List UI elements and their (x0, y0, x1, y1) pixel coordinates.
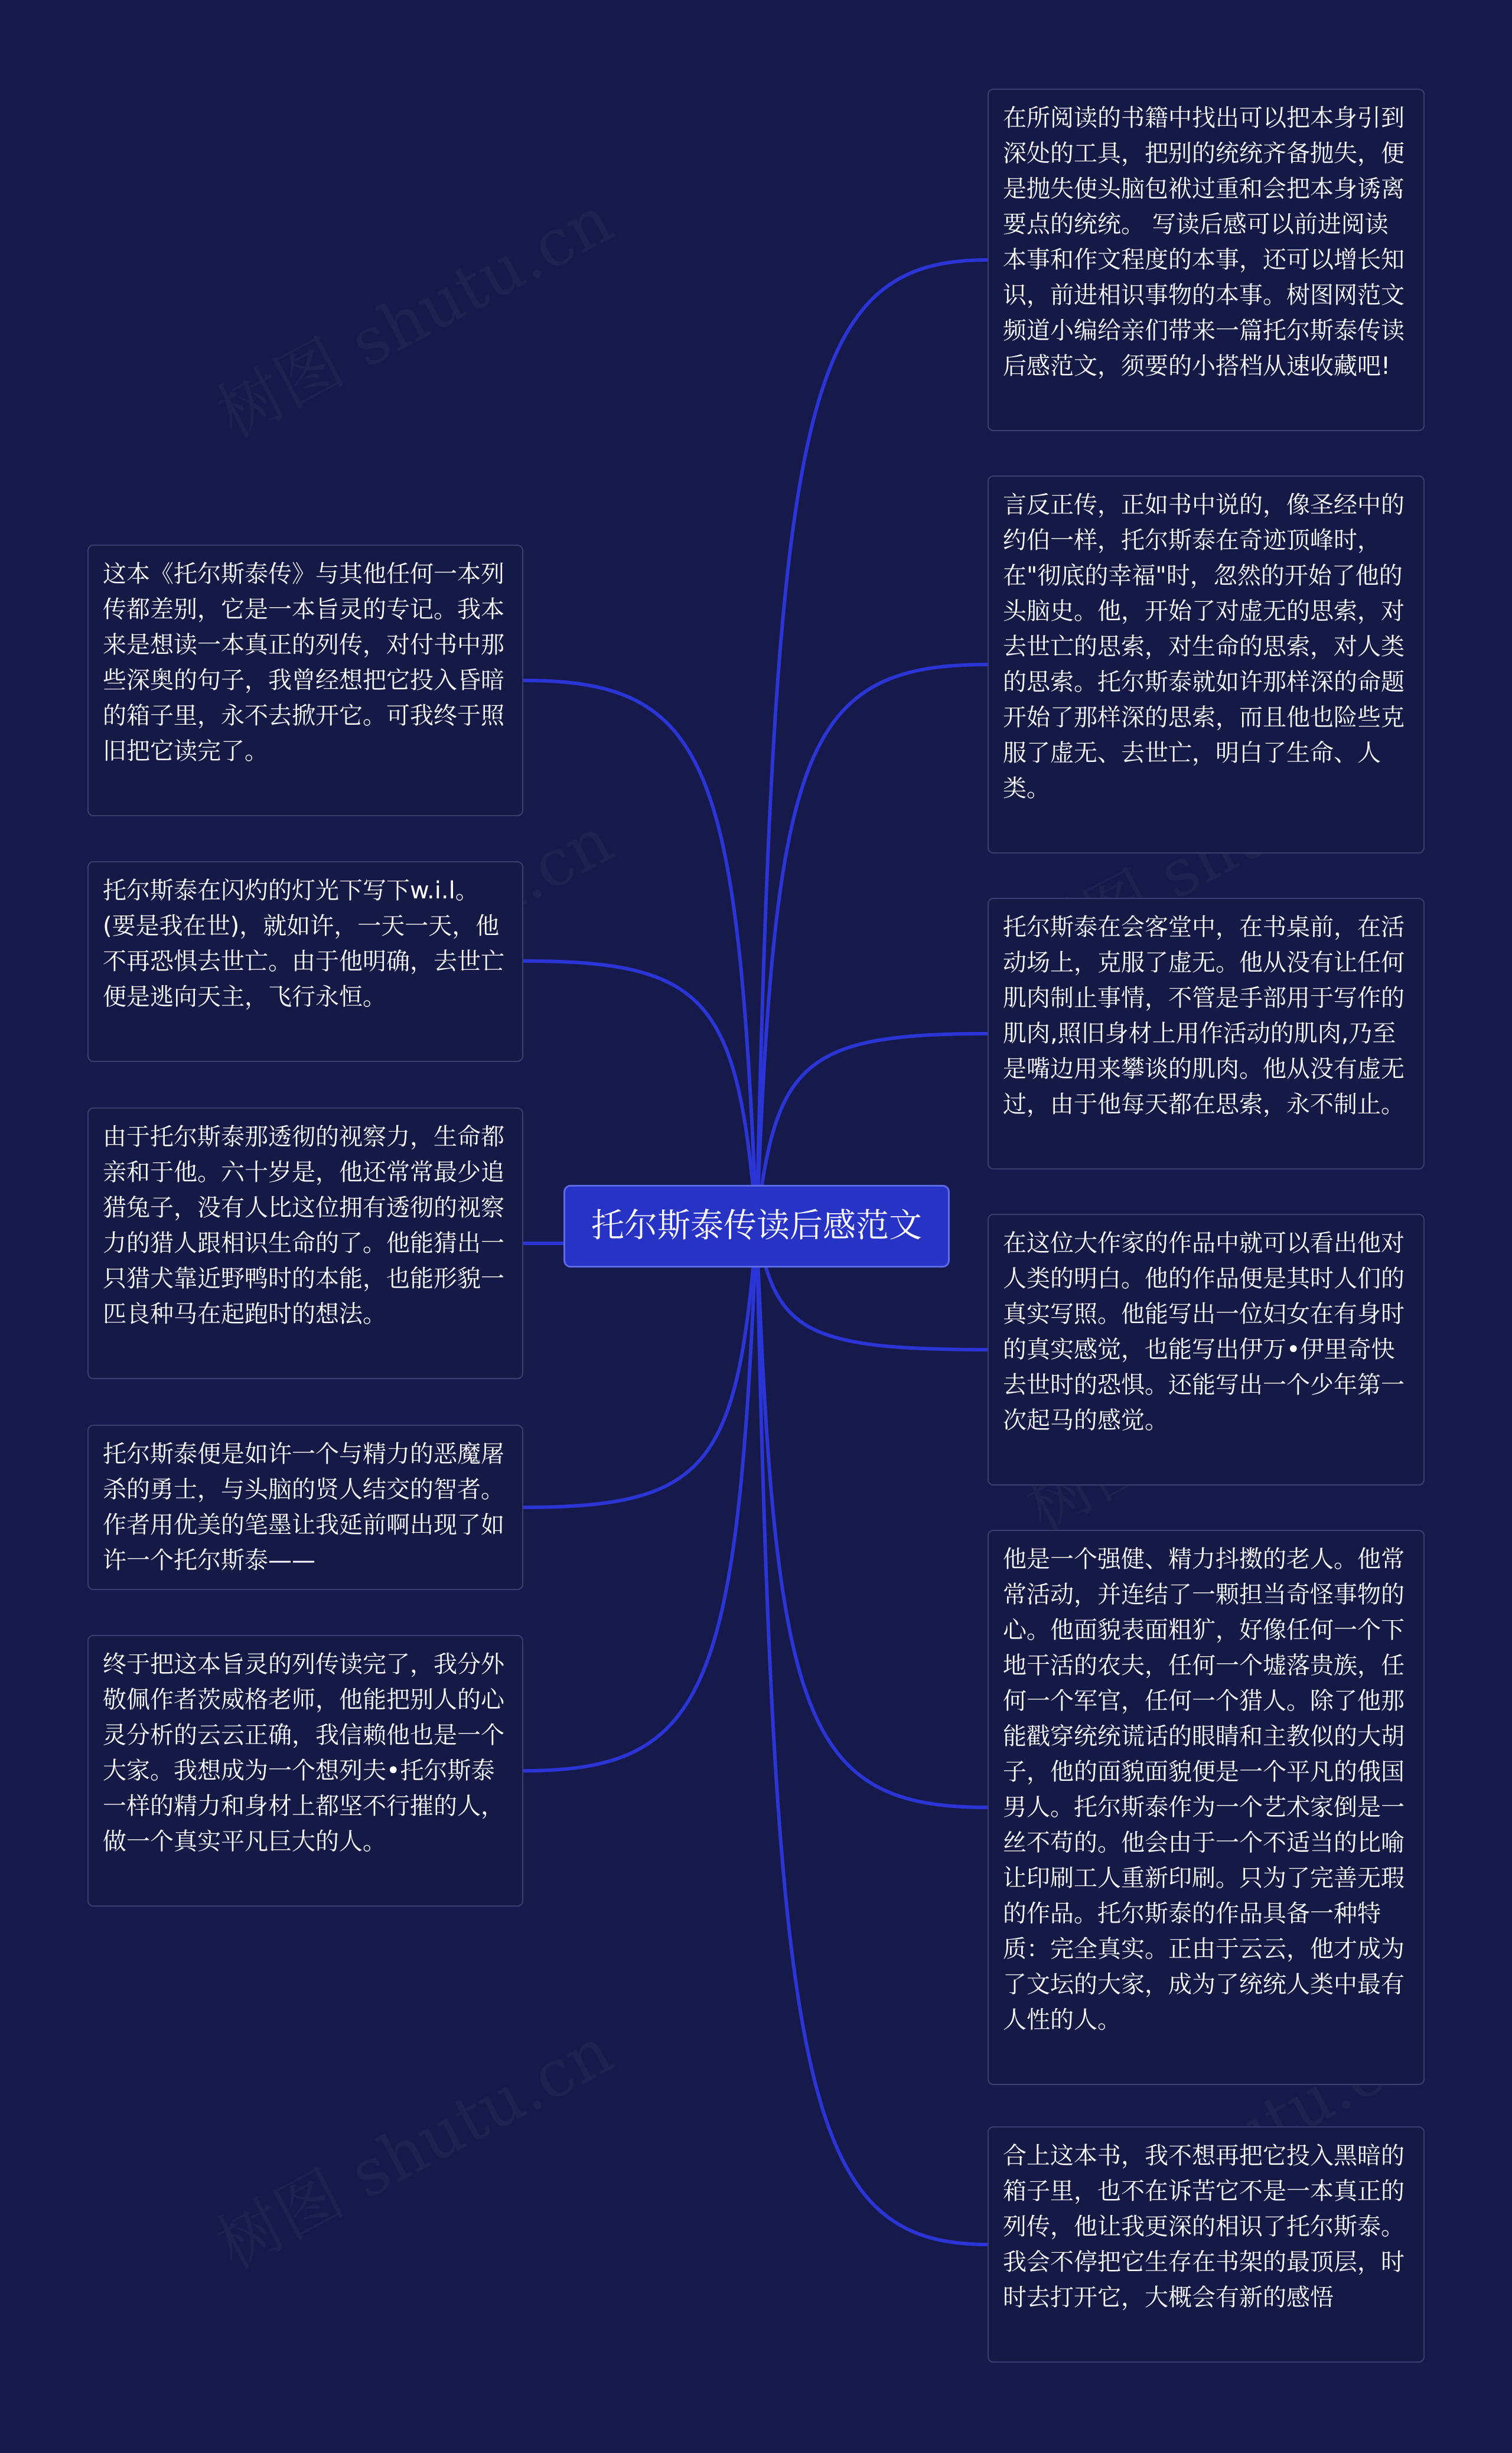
link-right-1 (757, 260, 988, 1226)
right-node-5-text: 他是一个强健、精力抖擞的老人。他常常活动，并连结了一颗担当奇怪事物的心。他面貌表面粗犷，好像任何一个下地干活的农夫，任何一个墟落贵族，任何一个军官，任何一个猎人。除了他那能戳穿统统谎话的眼睛和主教似的大胡子，他的面貌面貌便是一个平凡的俄国男人。托尔斯泰作为一个艺术家倒是一丝不苟的。他会由于一个不适当的比喻让印刷工人重新印刷。只为了完善无瑕的作品。托尔斯泰的作品具备一种特质：完全真实。正由于云云，他才成为了文坛的大家，成为了统统人类中最有人性的人。 (1003, 1546, 1405, 2034)
link-right-2 (757, 664, 988, 1226)
right-node-1[interactable] (988, 89, 1425, 431)
link-left-4 (523, 1226, 757, 1507)
left-node-5[interactable] (87, 1635, 523, 1907)
link-right-6 (757, 1226, 988, 2244)
right-node-3[interactable] (988, 898, 1425, 1170)
right-node-4-text: 在这位大作家的作品中就可以看出他对人类的明白。他的作品便是其时人们的真实写照。他能写出一位妇女在有身时的真实感觉，也能写出伊万•伊里奇快去世时的恐惧。还能写出一个少年第一次起马的感觉。 (1003, 1230, 1405, 1434)
right-node-2-text: 言反正传，正如书中说的，像圣经中的约伯一样，托尔斯泰在奇迹顶峰时，在"彻底的幸福"时，忽然的开始了他的头脑史。他，开始了对虚无的思索，对去世亡的思索，对生命的思索，对人类的思索。托尔斯泰就如许那样深的命题开始了那样深的思索，而且他也险些克服了虚无、去世亡，明白了生命、人类。 (1003, 491, 1405, 802)
link-left-5 (523, 1226, 757, 1771)
left-node-2[interactable] (87, 861, 523, 1062)
right-node-6-text: 合上这本书，我不想再把它投入黑暗的箱子里，也不在诉苦它不是一本真正的列传，他让我更深的相识了托尔斯泰。我会不停把它生存在书架的最顶层，时时去打开它，大概会有新的感悟 (1003, 2142, 1405, 2311)
right-node-2[interactable] (988, 475, 1425, 853)
right-node-5[interactable] (988, 1530, 1425, 2085)
left-node-2-text: 托尔斯泰在闪灼的灯光下写下w.i.l。(要是我在世)，就如许，一天一天，他不再恐惧去世亡。由于他明确，去世亡便是逃向天主，飞行永恒。 (103, 877, 504, 1011)
left-node-1-text: 这本《托尔斯泰传》与其他任何一本列传都差别，它是一本旨灵的专记。我本来是想读一本真正的列传，对付书中那些深奥的句子，我曾经想把它投入昏暗的箱子里，永不去掀开它。可我终于照旧把它读完了。 (103, 561, 504, 765)
right-node-3-text: 托尔斯泰在会客堂中，在书桌前，在活动场上，克服了虚无。他从没有让任何肌肉制止事情，不管是手部用于写作的肌肉,照旧身材上用作活动的肌肉,乃至是嘴边用来攀谈的肌肉。他从没有虚无过，由于他每天都在思索，永不制止。 (1003, 914, 1405, 1118)
left-node-3[interactable] (87, 1107, 523, 1379)
right-node-1-text: 在所阅读的书籍中找出可以把本身引到深处的工具，把别的统统齐备抛失，便是抛失使头脑包袱过重和会把本身诱离要点的统统。 写读后感可以前进阅读本事和作文程度的本事，还可以增长知识，前进相识事物的本事。树图网范文频道小编给亲们带来一篇托尔斯泰传读后感范文，须要的小搭档从速收藏吧! (1003, 105, 1405, 380)
left-node-4-text: 托尔斯泰便是如许一个与精力的恶魔屠杀的勇士，与头脑的贤人结交的智者。作者用优美的笔墨让我延前啊出现了如许一个托尔斯泰—— (103, 1441, 504, 1574)
left-node-4[interactable] (87, 1425, 523, 1590)
left-node-1[interactable] (87, 545, 523, 816)
left-node-3-text: 由于托尔斯泰那透彻的视察力，生命都亲和于他。六十岁是，他还常常最少追猎兔子，没有人比这位拥有透彻的视察力的猎人跟相识生命的了。他能猜出一只猎犬靠近野鸭时的本能，也能形貌一匹良种马在起跑时的想法。 (103, 1123, 504, 1328)
root-node[interactable]: 托尔斯泰传读后感范文 (563, 1185, 950, 1268)
left-node-5-text: 终于把这本旨灵的列传读完了，我分外敬佩作者茨威格老师，他能把别人的心灵分析的云云正确，我信赖他也是一个大家。我想成为一个想列夫•托尔斯泰一样的精力和身材上都坚不行摧的人，做一个真实平凡巨大的人。 (103, 1651, 504, 1855)
right-node-4[interactable] (988, 1214, 1425, 1486)
right-node-6[interactable] (988, 2126, 1425, 2363)
link-left-1 (523, 680, 757, 1226)
